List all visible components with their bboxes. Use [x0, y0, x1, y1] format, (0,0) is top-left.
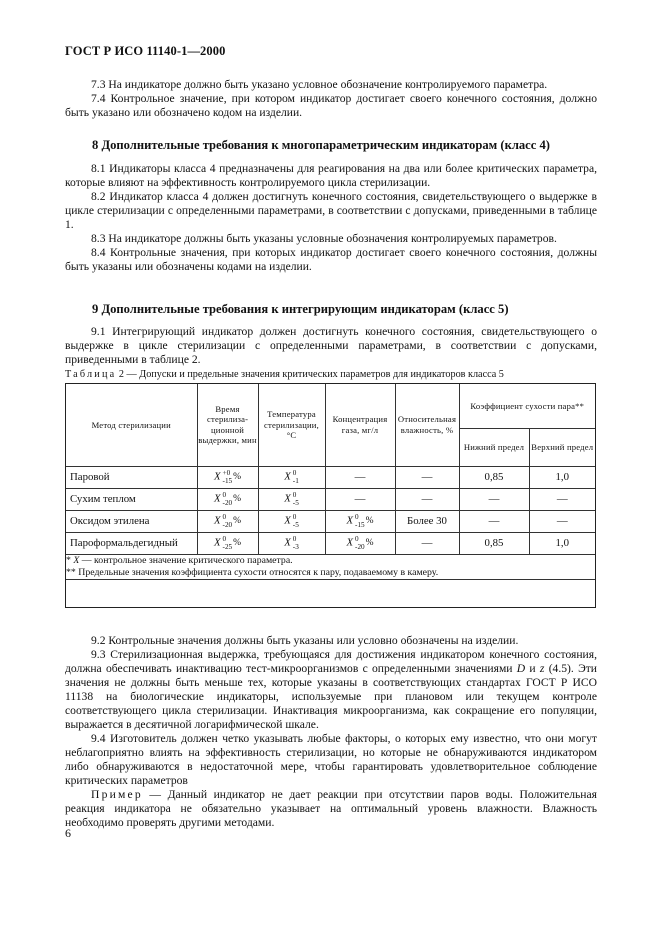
cell-upper: 1,0: [529, 532, 595, 554]
cell-temp: X 0 -3: [258, 532, 325, 554]
cell-lower: —: [459, 510, 529, 532]
clause-9-1: 9.1 Интегрирующий индикатор должен достигнуть конечного состояния, свидетельствующего о выдержке в цикле стерилизации с определенными параметрами, в соответствии с допусками, приведенными в таблице 2.: [65, 325, 597, 366]
cell-gas: X 0 -15 %: [325, 510, 395, 532]
cell-lower: 0,85: [459, 532, 529, 554]
table-row: [66, 488, 595, 510]
cell-lower: 0,85: [459, 466, 529, 488]
section-8-body: [65, 162, 597, 274]
header-temp: Температура стерилизации, °С: [258, 384, 325, 466]
table-caption-word: Таблица: [65, 369, 117, 380]
cell-upper: 1,0: [529, 466, 595, 488]
cell-gas: X 0 -20 %: [325, 532, 395, 554]
clauses-7: [65, 78, 597, 120]
header-dryness: Коэффициент сухости пара**: [459, 384, 595, 428]
cell-humidity: Более 30: [395, 510, 459, 532]
clause-8-4: 8.4 Контрольные значения, при которых индикатор достигает своего конечного состояния, должны быть указаны или обозначены кодами на изделии.: [65, 246, 597, 273]
table-row: [66, 466, 595, 488]
table-notes-row: [66, 554, 595, 579]
section-8-heading: 8 Дополнительные требования к многопараметрическим индикаторам (класс 4): [92, 138, 551, 152]
cell-gas: —: [325, 488, 395, 510]
cell-lower: —: [459, 488, 529, 510]
clause-9-2: 9.2 Контрольные значения должны быть указаны или условно обозначены на изделии.: [91, 634, 519, 647]
header-gas: Концентрация газа, мг/л: [325, 384, 395, 466]
header-humidity: Относительная влажность, %: [395, 384, 459, 466]
cell-upper: —: [529, 488, 595, 510]
header-lower: Нижний предел: [459, 428, 529, 466]
example-note: Пример — Данный индикатор не дает реакции при отсутствии паров воды. Положительная реакция индикатора не обязательно указывает на оптимальный уровень влажности. Влажность необходимо проверять другими методами.: [65, 788, 597, 829]
page-number: 6: [65, 826, 71, 840]
header-method: Метод стерилизации: [66, 384, 197, 466]
clause-8-3: 8.3 На индикаторе должны быть указаны условные обозначения контролируемых параметров.: [91, 232, 557, 245]
section-9-body: [65, 325, 597, 367]
cell-time: X 0 -20 %: [197, 510, 258, 532]
table-2: [65, 383, 596, 608]
clause-8-1: 8.1 Индикаторы класса 4 предназначены для реагирования на два или более критических параметра, которые влияют на эффективность контролируемого цикла стерилизации.: [65, 162, 597, 189]
clause-9-3: 9.3 Стерилизационная выдержка, требующаяся для достижения индикатором конечного состояния, должна обеспечивать инактивацию тест-микроорганизмов с определенными значениями D и z (4.5). Эти значения не должны быть меньше тех, которые указаны в соответствующих стандартах ГОСТ Р ИСО 11138 на биологические индикаторы, используемые при плановом или текущем контроле соответствующего цикла стерилизации. Инактивация микроорганизма, как сокращение его популяции, выражается в десятичной логарифмической шкале.: [65, 648, 597, 731]
clause-8-2: 8.2 Индикатор класса 4 должен достигнуть конечного состояния, свидетельствующего о выдержке в цикле стерилизации с определенными параметрами, в соответствии с допусками, приведенными в таблице 1.: [65, 190, 597, 231]
clauses-9-continued: [65, 634, 597, 830]
table-notes: [66, 554, 595, 579]
cell-method: Сухим теплом: [66, 488, 197, 510]
table-caption-text: 2 — Допуски и предельные значения критических параметров для индикаторов класса 5: [118, 369, 504, 380]
cell-gas: —: [325, 466, 395, 488]
cell-time: X +0 -15 %: [197, 466, 258, 488]
clause-7-4: 7.4 Контрольное значение, при котором индикатор достигает своего конечного состояния, должно быть указано или обозначено кодом на изделии.: [65, 92, 597, 119]
cell-temp: X 0 -5: [258, 510, 325, 532]
cell-humidity: —: [395, 488, 459, 510]
cell-time: X 0 -25 %: [197, 532, 258, 554]
cell-method: Пароформальдегидный: [66, 532, 197, 554]
cell-temp: X 0 -1: [258, 466, 325, 488]
clause-9-4: 9.4 Изготовитель должен четко указывать любые факторы, о которых ему известно, что они могут неблагоприятно влиять на эффективность стерилизации, но которые не обнаруживаются индикатором либо обнаруживаются в недостаточной мере, чтобы гарантировать удовлетворительное соблюдение критических параметров: [65, 732, 597, 787]
header-upper: Верхний предел: [529, 428, 595, 466]
table-row: [66, 532, 595, 554]
header-time: Время стерилизационной выдержки, мин: [197, 384, 258, 466]
document-header: ГОСТ Р ИСО 11140-1—2000: [65, 44, 226, 58]
clause-7-3: 7.3 На индикаторе должно быть указано условное обозначение контролируемого параметра.: [91, 78, 548, 91]
table-caption: [65, 369, 504, 380]
cell-upper: —: [529, 510, 595, 532]
cell-humidity: —: [395, 532, 459, 554]
table-2-grid: [66, 384, 595, 580]
cell-temp: X 0 -5: [258, 488, 325, 510]
cell-humidity: —: [395, 466, 459, 488]
cell-time: X 0 -20 %: [197, 488, 258, 510]
section-9-heading: 9 Дополнительные требования к интегрирующим индикаторам (класс 5): [92, 302, 509, 316]
table-note-2: ** Предельные значения коэффициента сухости относятся к пару, подаваемому в камеру.: [66, 566, 439, 578]
cell-method: Оксидом этилена: [66, 510, 197, 532]
table-note-1: * X — контрольное значение критического параметра.: [66, 554, 293, 566]
table-row: [66, 510, 595, 532]
cell-method: Паровой: [66, 466, 197, 488]
